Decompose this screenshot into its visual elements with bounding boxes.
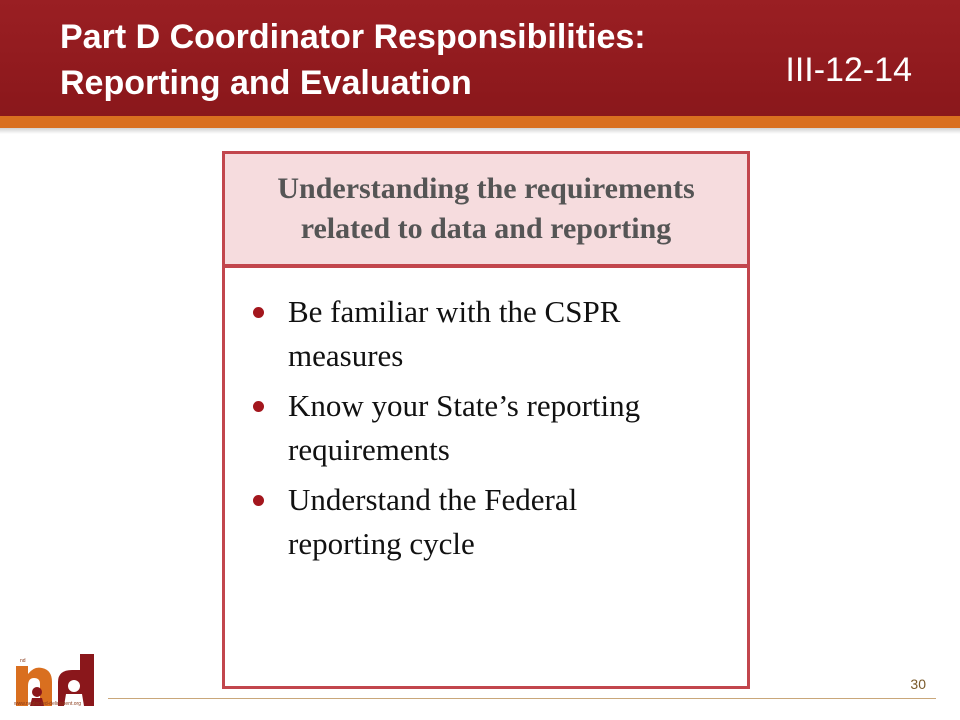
bullet-item xyxy=(251,290,731,378)
header-shadow xyxy=(0,128,960,134)
bullet-dot-icon xyxy=(253,495,264,506)
bullet-text-line-1: Be familiar with the CSPR xyxy=(288,294,621,329)
bullet-text-line-2: requirements xyxy=(288,432,450,467)
bullet-item xyxy=(251,384,731,472)
bullet-text-line-1: Understand the Federal xyxy=(288,482,578,517)
slide-code: III-12-14 xyxy=(785,51,912,89)
bullet-text-line-2: reporting cycle xyxy=(288,526,475,561)
slide-title-line-1: Part D Coordinator Responsibilities: xyxy=(60,18,646,56)
page-number: 30 xyxy=(910,676,926,692)
content-card xyxy=(222,151,750,689)
logo-url: www.neglected-delinquent.org xyxy=(14,701,81,707)
bullet-text-line-1: Know your State’s reporting xyxy=(288,388,641,423)
card-heading xyxy=(225,154,747,268)
bullet-text-line-2: measures xyxy=(288,338,404,373)
bullet-dot-icon xyxy=(253,401,264,412)
svg-text:nd: nd xyxy=(20,658,26,664)
bullet-list xyxy=(251,290,731,572)
slide-title xyxy=(60,14,760,106)
card-heading-line-2: related to data and reporting xyxy=(300,212,672,245)
card-heading-line-1: Understanding the requirements xyxy=(277,172,695,205)
footer-divider xyxy=(108,698,936,699)
header-stripe xyxy=(0,116,960,128)
ndtac-logo xyxy=(14,652,98,708)
bullet-item xyxy=(251,478,731,566)
slide-title-line-2: Reporting and Evaluation xyxy=(60,64,472,102)
bullet-dot-icon xyxy=(253,307,264,318)
